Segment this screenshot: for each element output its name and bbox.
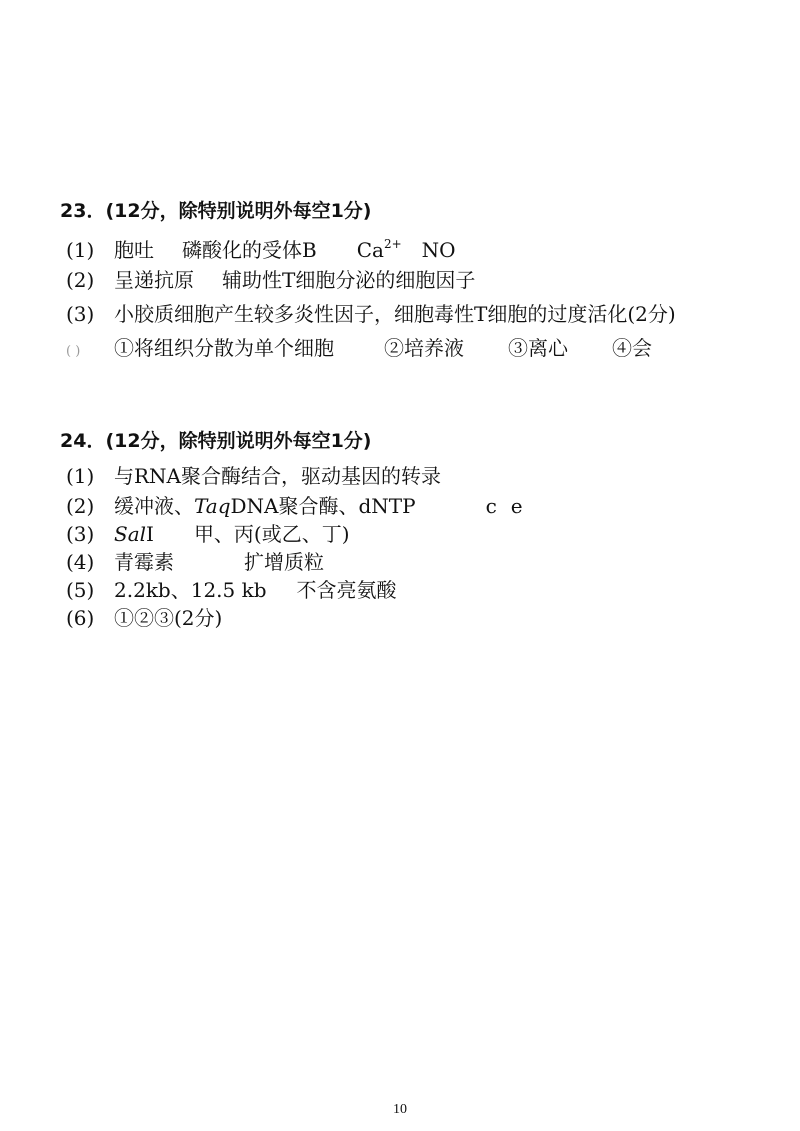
answer-text: 青霉素 [114, 550, 174, 574]
q23-answer-2 [66, 266, 475, 294]
answer-text: 胞吐 [114, 238, 154, 262]
q24-answer-4 [66, 548, 324, 576]
answer-number: (1) [66, 238, 95, 262]
q24-answer-3 [66, 520, 350, 548]
ion-charge: 2+ [383, 237, 402, 251]
answer-number: (2) [66, 494, 95, 518]
answer-number: (6) [66, 606, 95, 630]
answer-text-part: 缓冲液、 [114, 494, 194, 518]
ion-base: Ca [356, 238, 384, 262]
answer-text: 甲、丙(或乙、丁) [193, 522, 350, 546]
answer-number: (3) [66, 522, 95, 546]
answer-text-italic: Taq [194, 494, 231, 518]
answer-text-part: DNA聚合酶、dNTP [230, 494, 416, 518]
answer-text: 与RNA聚合酶结合，驱动基因的转录 [114, 464, 442, 488]
answer-text-part: I [146, 522, 154, 546]
answer-text: 辅助性T细胞分泌的细胞因子 [222, 268, 476, 292]
answer-text: 呈递抗原 [114, 268, 194, 292]
answer-number: (4) [66, 550, 95, 574]
answer-text [114, 492, 416, 520]
q23-answer-1 [66, 236, 456, 264]
answer-text: ④会 [612, 336, 652, 360]
answer-text-italic: Sal [114, 522, 147, 546]
answer-text: NO [421, 238, 456, 262]
answer-number: (3) [66, 302, 95, 326]
q24-answer-5 [66, 576, 397, 604]
q24-answer-2 [66, 492, 523, 520]
answer-text: ②培养液 [384, 336, 464, 360]
answer-number: (2) [66, 268, 95, 292]
answer-text: 不含亮氨酸 [296, 578, 397, 602]
answer-text: 小胶质细胞产生较多炎性因子，细胞毒性T细胞的过度活化(2分) [114, 302, 676, 326]
page-number: 10 [393, 1102, 407, 1117]
q23-answer-4 [66, 334, 652, 362]
answer-number: (1) [66, 464, 95, 488]
answer-text [114, 520, 154, 548]
answer-ion [357, 236, 402, 264]
answer-text: e [510, 494, 523, 518]
q23-answer-3 [66, 300, 676, 328]
answer-text: ①②③(2分) [114, 606, 223, 630]
answer-text: 2.2kb、12.5 kb [114, 578, 267, 602]
q24-answer-1 [66, 462, 441, 490]
answer-text: 扩增质粒 [244, 550, 324, 574]
answer-number: (5) [66, 578, 95, 602]
question-24-heading: 24．(12分，除特别说明外每空1分) [60, 430, 372, 452]
answer-number: ( ) [66, 344, 81, 359]
answer-text: c [485, 494, 497, 518]
answer-text: 磷酸化的受体B [182, 238, 317, 262]
answer-text: ③离心 [508, 336, 568, 360]
question-23-heading: 23．(12分，除特别说明外每空1分) [60, 200, 372, 222]
answer-text: ①将组织分散为单个细胞 [114, 336, 334, 360]
q24-answer-6 [66, 604, 222, 632]
